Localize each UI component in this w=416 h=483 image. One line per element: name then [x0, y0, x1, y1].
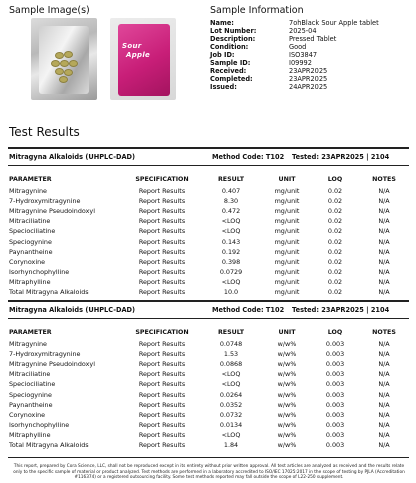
cell-unit: mg/unit — [274, 187, 300, 195]
info-key: Description: — [210, 35, 256, 43]
cell-spec: Report Results — [138, 370, 186, 379]
pink-bag-text-2: Apple — [126, 51, 151, 59]
cell-parameter: Mitraphylline — [9, 430, 51, 439]
cell-notes: N/A — [378, 350, 390, 359]
cell-notes: N/A — [378, 390, 390, 399]
cell-notes: N/A — [378, 340, 390, 348]
info-key: Completed: — [210, 75, 253, 83]
table-row — [0, 349, 416, 359]
section-method-code: Method Code: T102 — [212, 153, 285, 161]
table-row — [0, 379, 416, 389]
table-row — [0, 226, 416, 236]
cell-loq: 0.02 — [327, 217, 343, 226]
cell-unit: mg/unit — [274, 277, 300, 286]
cell-unit: mg/unit — [274, 257, 300, 266]
cell-parameter: 7-Hydroxymitragynine — [9, 350, 81, 359]
cell-result: 0.0729 — [219, 267, 243, 276]
info-value: I09992 — [289, 59, 312, 67]
cell-loq: 0.02 — [327, 197, 343, 206]
cell-spec: Report Results — [138, 360, 186, 369]
cell-loq: 0.003 — [325, 390, 345, 399]
cell-unit: w/w% — [277, 370, 297, 379]
table-row — [0, 196, 416, 206]
info-key: Lot Number: — [210, 27, 257, 35]
info-value: 23APR2025 — [289, 67, 328, 75]
table-row — [0, 277, 416, 287]
table-header-row — [0, 175, 416, 185]
cell-spec: Report Results — [138, 277, 186, 286]
table-row — [0, 216, 416, 226]
cell-parameter: Mitraciliatine — [9, 370, 51, 379]
cell-unit: mg/unit — [274, 288, 300, 296]
cell-parameter: Mitraciliatine — [9, 217, 51, 226]
cell-unit: w/w% — [277, 390, 297, 399]
cell-result: <LOQ — [221, 370, 241, 379]
cell-parameter: Speciogynine — [9, 390, 52, 399]
cell-result: 0.0868 — [219, 360, 243, 369]
cell-result: 0.472 — [221, 207, 241, 216]
pink-bag-text-1: Sour — [122, 42, 142, 50]
table-row — [0, 430, 416, 440]
section-method-code: Method Code: T102 — [212, 306, 285, 314]
cell-unit: w/w% — [277, 350, 297, 359]
cell-parameter: Speciociliatine — [9, 227, 56, 236]
cell-unit: mg/unit — [274, 207, 300, 216]
table-row — [0, 420, 416, 430]
cell-notes: N/A — [378, 410, 390, 419]
info-key: Condition: — [210, 43, 249, 51]
cell-unit: w/w% — [277, 441, 297, 449]
column-header-specification: SPECIFICATION — [135, 329, 189, 336]
column-header-result: RESULT — [217, 329, 245, 336]
cell-spec: Report Results — [138, 237, 186, 246]
table-row — [0, 339, 416, 349]
cell-result: 0.0352 — [219, 400, 243, 409]
column-header-result: RESULT — [217, 176, 245, 183]
cell-spec: Report Results — [138, 247, 186, 256]
cell-loq: 0.02 — [327, 207, 343, 216]
table-row — [0, 247, 416, 257]
table-row — [0, 410, 416, 420]
cell-spec: Report Results — [138, 410, 186, 419]
cell-result: 8.30 — [223, 197, 239, 206]
cell-spec: Report Results — [138, 197, 186, 206]
cell-parameter: Paynantheine — [9, 247, 53, 256]
cell-loq: 0.02 — [327, 247, 343, 256]
tablet — [64, 69, 73, 76]
cell-spec: Report Results — [138, 430, 186, 439]
cell-parameter: Speciogynine — [9, 237, 52, 246]
cell-unit: mg/unit — [274, 227, 300, 236]
cell-parameter: Corynoxine — [9, 410, 46, 419]
cell-spec: Report Results — [138, 288, 186, 296]
cell-notes: N/A — [378, 277, 390, 286]
cell-loq: 0.02 — [327, 227, 343, 236]
table-row — [0, 287, 416, 297]
section-divider — [8, 165, 409, 166]
cell-result: 0.407 — [221, 187, 241, 195]
section-tested-date: Tested: 23APR2025 | 2104 — [292, 306, 390, 314]
cell-spec: Report Results — [138, 400, 186, 409]
cell-unit: w/w% — [277, 430, 297, 439]
info-key: Name: — [210, 19, 234, 27]
cell-unit: w/w% — [277, 360, 297, 369]
cell-result: <LOQ — [221, 380, 241, 389]
column-header-specification: SPECIFICATION — [135, 176, 189, 183]
silver-bag-image — [31, 18, 97, 100]
cell-notes: N/A — [378, 370, 390, 379]
table-row — [0, 237, 416, 247]
cell-notes: N/A — [378, 217, 390, 226]
info-value: ISO3847 — [289, 51, 318, 59]
cell-notes: N/A — [378, 227, 390, 236]
cell-notes: N/A — [378, 247, 390, 256]
cell-result: 10.0 — [223, 288, 239, 296]
sample-information-heading: Sample Information — [210, 5, 304, 16]
cell-spec: Report Results — [138, 380, 186, 389]
cell-result: 1.53 — [223, 350, 239, 359]
cell-notes: N/A — [378, 288, 390, 296]
tablet — [60, 60, 69, 67]
cell-result: 0.0264 — [219, 390, 243, 399]
cell-loq: 0.003 — [325, 380, 345, 389]
cell-loq: 0.003 — [325, 350, 345, 359]
tablet — [59, 76, 68, 83]
tablet — [51, 60, 60, 67]
table-row — [0, 257, 416, 267]
cell-result: 0.192 — [221, 247, 241, 256]
cell-parameter: Total Mitragyna Alkaloids — [9, 288, 89, 296]
table-row — [0, 440, 416, 450]
table-row — [0, 267, 416, 277]
cell-unit: w/w% — [277, 420, 297, 429]
section-title: Mitragyna Alkaloids (UHPLC-DAD) — [9, 306, 136, 314]
cell-result: 0.0748 — [219, 340, 243, 348]
cell-parameter: Mitragynine — [9, 187, 47, 195]
cell-loq: 0.02 — [327, 288, 343, 296]
cell-loq: 0.02 — [327, 257, 343, 266]
pink-bag — [118, 24, 170, 96]
cell-spec: Report Results — [138, 420, 186, 429]
cell-loq: 0.003 — [325, 430, 345, 439]
cell-notes: N/A — [378, 420, 390, 429]
info-key: Job ID: — [210, 51, 235, 59]
section-divider — [8, 318, 409, 319]
table-row — [0, 390, 416, 400]
column-header-unit: UNIT — [278, 329, 296, 336]
cell-result: 0.0134 — [219, 420, 243, 429]
cell-parameter: Isorhynchophylline — [9, 267, 70, 276]
tablet — [64, 51, 73, 58]
cell-notes: N/A — [378, 237, 390, 246]
cell-spec: Report Results — [138, 217, 186, 226]
cell-loq: 0.003 — [325, 441, 345, 449]
cell-unit: w/w% — [277, 410, 297, 419]
test-results-heading: Test Results — [9, 125, 80, 139]
cell-parameter: Corynoxine — [9, 257, 46, 266]
cell-result: <LOQ — [221, 430, 241, 439]
cell-unit: w/w% — [277, 400, 297, 409]
cell-result: <LOQ — [221, 217, 241, 226]
cell-loq: 0.003 — [325, 410, 345, 419]
tablet — [55, 52, 64, 59]
info-value: Pressed Tablet — [289, 35, 337, 43]
info-value: 23APR2025 — [289, 75, 328, 83]
cell-loq: 0.02 — [327, 277, 343, 286]
cell-unit: w/w% — [277, 380, 297, 389]
cell-unit: mg/unit — [274, 217, 300, 226]
info-key: Received: — [210, 67, 247, 75]
cell-unit: mg/unit — [274, 267, 300, 276]
cell-loq: 0.003 — [325, 400, 345, 409]
cell-loq: 0.003 — [325, 340, 345, 348]
section-tested-date: Tested: 23APR2025 | 2104 — [292, 153, 390, 161]
table-row — [0, 359, 416, 369]
column-header-parameter: PARAMETER — [9, 329, 52, 336]
column-header-loq: LOQ — [327, 176, 343, 183]
column-header-parameter: PARAMETER — [9, 176, 52, 183]
cell-parameter: Mitragynine Pseudoindoxyl — [9, 207, 95, 216]
cell-parameter: Mitragynine Pseudoindoxyl — [9, 360, 95, 369]
cell-spec: Report Results — [138, 350, 186, 359]
cell-parameter: Mitraphylline — [9, 277, 51, 286]
cell-result: 0.398 — [221, 257, 241, 266]
cell-unit: w/w% — [277, 340, 297, 348]
section-top-rule — [8, 147, 409, 149]
cell-result: 0.0732 — [219, 410, 243, 419]
cell-unit: mg/unit — [274, 197, 300, 206]
cell-spec: Report Results — [138, 390, 186, 399]
cell-notes: N/A — [378, 400, 390, 409]
cell-notes: N/A — [378, 360, 390, 369]
section-title: Mitragyna Alkaloids (UHPLC-DAD) — [9, 153, 136, 161]
column-header-notes: NOTES — [372, 329, 396, 336]
cell-spec: Report Results — [138, 267, 186, 276]
cell-loq: 0.003 — [325, 370, 345, 379]
cell-spec: Report Results — [138, 257, 186, 266]
cell-notes: N/A — [378, 267, 390, 276]
info-value: 7ohBlack Sour Apple tablet — [289, 19, 379, 27]
cell-result: <LOQ — [221, 277, 241, 286]
cell-spec: Report Results — [138, 207, 186, 216]
cell-notes: N/A — [378, 430, 390, 439]
footer-rule — [8, 457, 409, 458]
cell-loq: 0.02 — [327, 237, 343, 246]
cell-spec: Report Results — [138, 441, 186, 449]
section-top-rule — [8, 300, 409, 302]
cell-loq: 0.02 — [327, 267, 343, 276]
cell-parameter: Isorhynchophylline — [9, 420, 70, 429]
cell-spec: Report Results — [138, 187, 186, 195]
table-row — [0, 186, 416, 196]
cell-result: <LOQ — [221, 227, 241, 236]
table-header-row — [0, 328, 416, 338]
tablet — [69, 60, 78, 67]
cell-notes: N/A — [378, 380, 390, 389]
info-key: Issued: — [210, 83, 237, 91]
info-value: 24APR2025 — [289, 83, 328, 91]
tablet — [55, 68, 64, 75]
cell-result: 1.84 — [223, 441, 239, 449]
cell-spec: Report Results — [138, 340, 186, 348]
info-value: 2025-04 — [289, 27, 317, 35]
table-row — [0, 206, 416, 216]
cell-result: 0.143 — [221, 237, 241, 246]
cell-parameter: Speciociliatine — [9, 380, 56, 389]
cell-parameter: Mitragynine — [9, 340, 47, 348]
info-key: Sample ID: — [210, 59, 251, 67]
cell-notes: N/A — [378, 207, 390, 216]
cell-notes: N/A — [378, 187, 390, 195]
table-row — [0, 369, 416, 379]
report-disclaimer: This report, prepared by Cora Science, LLC, shall not be reproduced except in its entirety without prior written approval. All test articles are analyzed as received and the results relate only to the specific sample of material or product analyzed. Test methods are performed in a laboratory accredited to ISO/IEC 17025:2017 in the scope of testing by PJLA (Accreditation #116374) or a registered outsourcing facility. Some test methods reported may fall outside the scope of L22-250 supplement. — [13, 464, 405, 481]
column-header-notes: NOTES — [372, 176, 396, 183]
cell-notes: N/A — [378, 441, 390, 449]
sample-images-heading: Sample Image(s) — [9, 5, 90, 16]
info-value: Good — [289, 43, 307, 51]
cell-parameter: 7-Hydroxymitragynine — [9, 197, 81, 206]
cell-parameter: Total Mitragyna Alkaloids — [9, 441, 89, 449]
cell-unit: mg/unit — [274, 237, 300, 246]
column-header-unit: UNIT — [278, 176, 296, 183]
cell-parameter: Paynantheine — [9, 400, 53, 409]
cell-spec: Report Results — [138, 227, 186, 236]
pink-bag-image — [110, 18, 176, 100]
cell-loq: 0.02 — [327, 187, 343, 195]
cell-unit: mg/unit — [274, 247, 300, 256]
cell-notes: N/A — [378, 197, 390, 206]
cell-notes: N/A — [378, 257, 390, 266]
cell-loq: 0.003 — [325, 360, 345, 369]
cell-loq: 0.003 — [325, 420, 345, 429]
column-header-loq: LOQ — [327, 329, 343, 336]
table-row — [0, 400, 416, 410]
